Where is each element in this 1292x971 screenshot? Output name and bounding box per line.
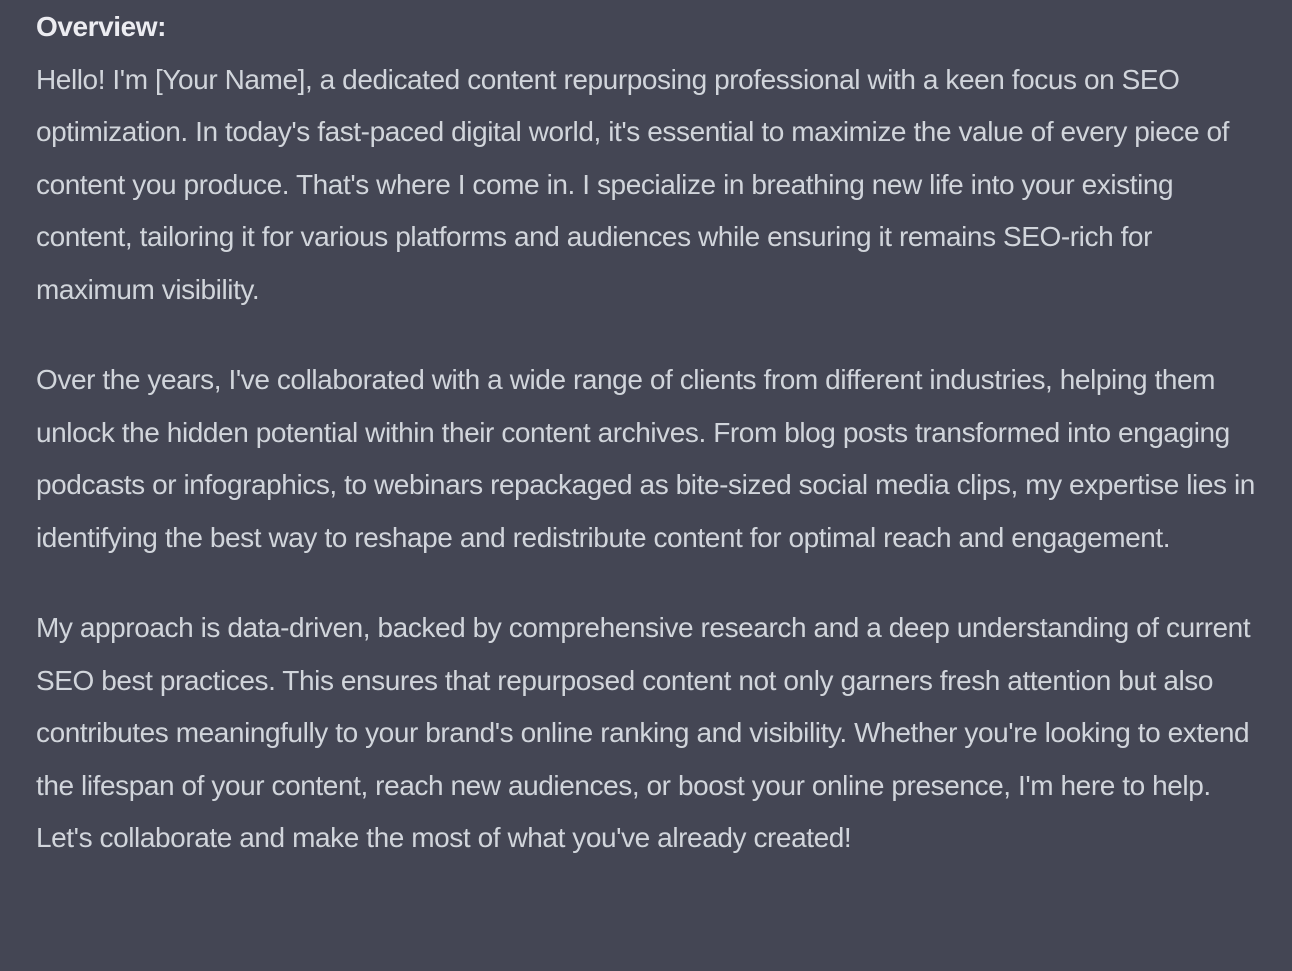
- overview-paragraph-3: My approach is data-driven, backed by comprehensive research and a deep understanding of current SEO best practices. This ensures that repurposed content not only garners fresh attention but also contributes meaningfully to your brand's online ranking and visibility. Whether you're looking to extend the lifespan of your content, reach new audiences, or boost your online presence, I'm here to help. Let's collaborate and make the most of what you've already created!: [36, 612, 1251, 853]
- overview-paragraph-2: Over the years, I've collaborated with a wide range of clients from different industries, helping them unlock the hidden potential within their content archives. From blog posts transformed into engaging podcasts or infographics, to webinars repackaged as bite-sized social media clips, my expertise lies in identifying the best way to reshape and redistribute content for optimal reach and engagement.: [36, 364, 1255, 553]
- overview-paragraph-1: Hello! I'm [Your Name], a dedicated content repurposing professional with a keen focus on SEO optimization. In today's fast-paced digital world, it's essential to maximize the value of every piece of content you produce. That's where I come in. I specialize in breathing new life into your existing content, tailoring it for various platforms and audiences while ensuring it remains SEO-rich for maximum visibility.: [36, 63, 1229, 305]
- overview-heading: Overview:: [36, 11, 167, 42]
